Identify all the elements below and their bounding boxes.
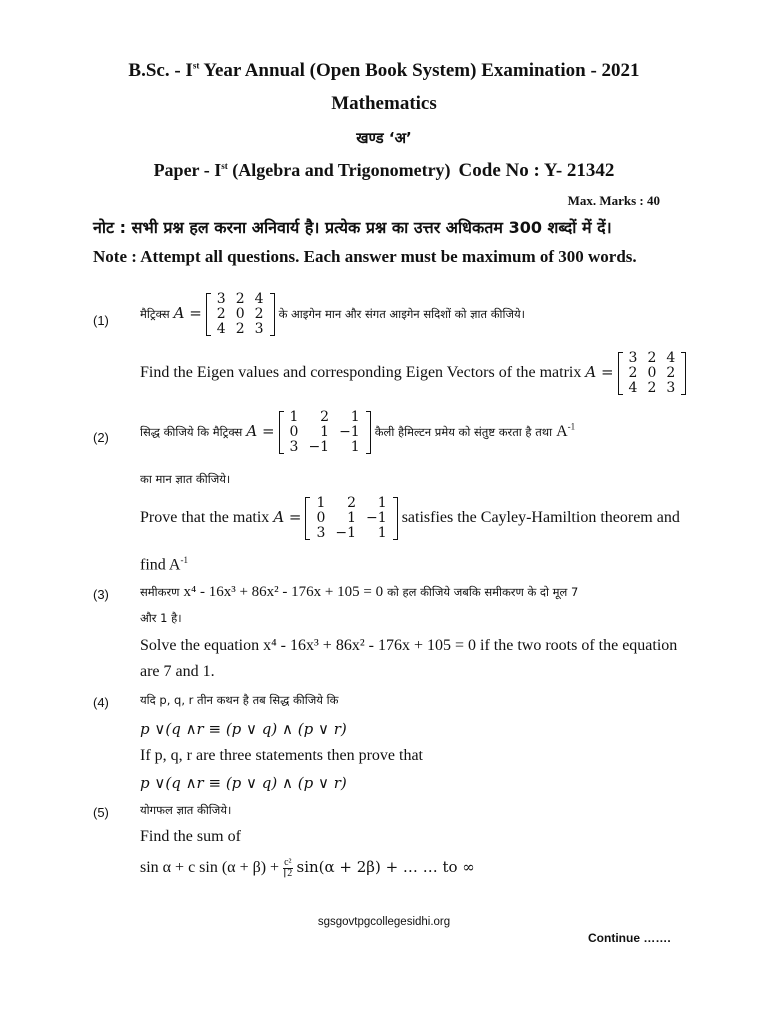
question-1-number: (1) xyxy=(93,313,109,328)
note-english: Note : Attempt all questions. Each answer must be maximum of 300 words. xyxy=(93,247,637,266)
matrix-cell: 1 xyxy=(377,495,387,511)
matrix-q1-english xyxy=(618,351,687,396)
matrix-cell: 3 xyxy=(628,350,638,366)
matrix-cell: 4 xyxy=(666,350,676,366)
max-marks: Max. Marks : 40 xyxy=(567,193,660,208)
matrix-cell: 0 xyxy=(316,510,326,526)
matrix-cell: 1 xyxy=(350,409,360,425)
exam-title: B.Sc. - Ist Year Annual (Open Book System) Examination - 2021 xyxy=(128,60,640,81)
paper-title: Paper - Ist (Algebra and Trigonometry) Code No : Y- 21342 xyxy=(153,160,615,181)
matrix-cell: 3 xyxy=(666,380,676,396)
matrix-cell: −1 xyxy=(308,439,330,455)
question-3-number: (3) xyxy=(93,587,109,602)
question-3-english-line2: are 7 and 1. xyxy=(140,663,215,680)
question-1-hindi: मैट्रिक्स A = 3 2 4 2 0 2 4 2 3 के आइगेन मान और संगत आइगेन सदिशों को ज्ञात कीजिये। xyxy=(140,291,526,337)
question-3-hindi: समीकरण x⁴ - 16x³ + 86x² - 176x + 105 = 0 को हल कीजिये जबकि समीकरण के दो मूल 7 xyxy=(140,584,579,600)
section-label: खण्ड ‘अ’ xyxy=(356,129,412,147)
matrix-cell: 1 xyxy=(377,525,387,541)
note-hindi: नोट : सभी प्रश्न हल करना अनिवार्य है। प्रत्येक प्रश्न का उत्तर अधिकतम 300 शब्दों में दें। xyxy=(93,218,612,237)
matrix-cell: 2 xyxy=(320,409,330,425)
question-5-hindi: योगफल ज्ञात कीजिये। xyxy=(140,803,232,817)
question-1-english: Find the Eigen values and corresponding Eigen Vectors of the matrix A = 3 2 4 2 0 2 4 2 3 xyxy=(140,351,686,396)
matrix-q1-hindi xyxy=(206,292,275,337)
matrix-cell: 2 xyxy=(666,365,676,381)
matrix-cell: 0 xyxy=(647,365,657,381)
matrix-cell: 2 xyxy=(647,350,657,366)
question-3-hindi-line2: और 1 है। xyxy=(140,611,182,625)
series-fraction: $\frac{\text{c²}}{⌈2}$ xyxy=(283,857,293,879)
matrix-cell: 1 xyxy=(289,409,299,425)
matrix-cell: 0 xyxy=(235,306,245,322)
question-3-english: Solve the equation x⁴ - 16x³ + 86x² - 176x + 105 = 0 if the two roots of the equation xyxy=(140,637,678,654)
question-4-formula: p ∨(q ∧r ≡ (p ∨ q) ∧ (p ∨ r) xyxy=(140,720,347,738)
footer-website: sgsgovtpgcollegesidhi.org xyxy=(317,916,451,928)
matrix-cell: 2 xyxy=(647,380,657,396)
matrix-cell: 3 xyxy=(254,321,264,337)
continue-label: Continue ……. xyxy=(588,931,671,945)
question-2-english-line2: find $A^{-1}$ xyxy=(140,555,188,574)
matrix-cell: −1 xyxy=(366,510,387,526)
question-2-hindi: सिद्ध कीजिये कि मैट्रिक्स A = 1 2 1 0 1 −1 3 −1 1 कैली हैमिल्टन प्रमेय को संतुष्ट करता है तथा $A^{-1}$ xyxy=(140,409,576,455)
question-4-number: (4) xyxy=(93,695,109,710)
matrix-cell: 3 xyxy=(216,291,226,307)
subject-title: Mathematics xyxy=(331,93,437,114)
question-4-hindi: यदि p, q, r तीन कथन है तब सिद्ध कीजिये कि xyxy=(140,693,339,707)
question-5-number: (5) xyxy=(93,805,109,820)
matrix-cell: 2 xyxy=(216,306,226,322)
matrix-cell: 0 xyxy=(289,424,299,440)
matrix-cell: 1 xyxy=(347,510,357,526)
question-4-english: If p, q, r are three statements then prove that xyxy=(140,747,423,764)
matrix-cell: 3 xyxy=(289,439,299,455)
matrix-cell: 4 xyxy=(216,321,226,337)
question-2-number: (2) xyxy=(93,430,109,445)
matrix-cell: 4 xyxy=(628,380,638,396)
question-2-english: Prove that the matix A = 1 2 1 0 1 −1 3 −1 1 satisfies the Cayley-Hamiltion theorem and xyxy=(140,495,680,541)
matrix-cell: 4 xyxy=(254,291,264,307)
matrix-q2-hindi xyxy=(279,410,371,455)
matrix-cell: 1 xyxy=(316,495,326,511)
matrix-cell: 1 xyxy=(320,424,330,440)
paper-code: Code No : Y- 21342 xyxy=(458,160,615,181)
matrix-q2-english xyxy=(305,496,397,541)
matrix-cell: −1 xyxy=(339,424,360,440)
question-5-series: sin α + c sin (α + β) + $\frac{\text{c²}}{⌈2}$ sin(α + 2β) + … … to ∞ xyxy=(140,857,475,879)
matrix-cell: −1 xyxy=(335,525,357,541)
question-2-hindi-line2: का मान ज्ञात कीजिये। xyxy=(140,472,231,486)
matrix-cell: 2 xyxy=(347,495,357,511)
matrix-cell: 2 xyxy=(235,291,245,307)
matrix-cell: 2 xyxy=(254,306,264,322)
matrix-cell: 2 xyxy=(628,365,638,381)
matrix-cell: 3 xyxy=(316,525,326,541)
matrix-cell: 2 xyxy=(235,321,245,337)
question-5-english: Find the sum of xyxy=(140,828,241,845)
question-4-formula-repeat: p ∨(q ∧r ≡ (p ∨ q) ∧ (p ∨ r) xyxy=(140,774,347,792)
matrix-cell: 1 xyxy=(350,439,360,455)
